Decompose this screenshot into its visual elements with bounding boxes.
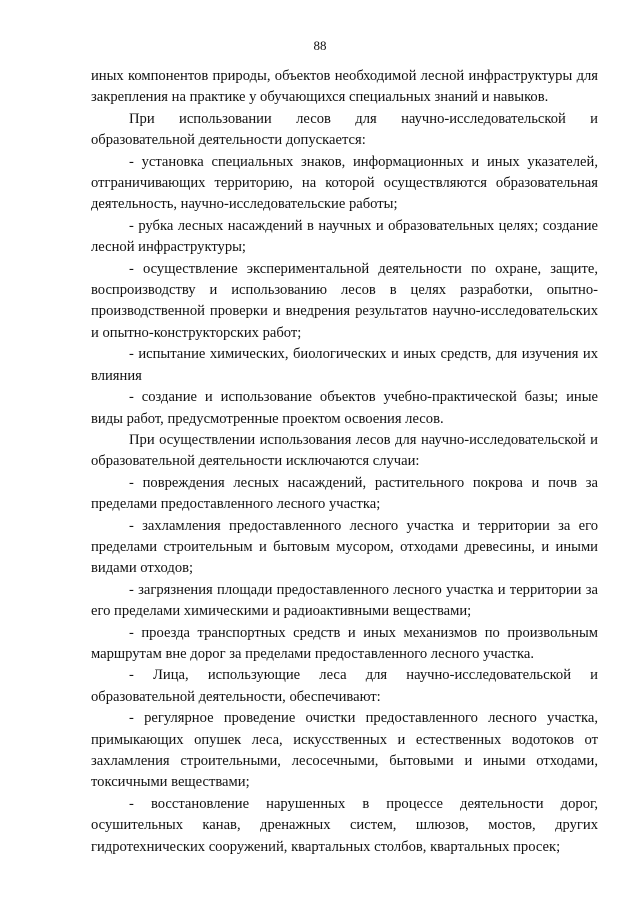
list-item-signs: - установка специальных знаков, информационных и иных указателей, отграничивающих территорию, на которой осуществляются образовательная деятельность, научно-исследовательские работы; xyxy=(91,153,598,213)
paragraph-obligations-intro: - Лица, использующие леса для научно-исследовательской и образовательной деятельности, обеспечивают: xyxy=(91,667,598,705)
list-item-testing: - испытание химических, биологических и иных средств, для изучения их влияния xyxy=(91,346,598,384)
list-item-vehicles: - проезда транспортных средств и иных механизмов по произвольным маршрутам вне дорог за пределами предоставленного лесного участка. xyxy=(91,624,598,662)
paragraph-allowed-intro: При использовании лесов для научно-исследовательской и образовательной деятельности допускается: xyxy=(91,110,598,149)
list-item-training-base: - создание и использование объектов учебно-практической базы; иные виды работ, предусмотренные проектом освоения лесов. xyxy=(91,389,598,427)
paragraph-excluded-intro: При осуществлении использования лесов для научно-исследовательской и образовательной деятельности исключаются случаи: xyxy=(91,431,598,470)
document-body xyxy=(91,66,598,858)
page-number: 88 xyxy=(313,38,327,53)
list-item-cleaning: - регулярное проведение очистки предоставленного лесного участка, примыкающих опушек леса, искусственных и естественных водотоков от захламления строительными, лесосечными, бытовыми и иными отходами, токсичными веществами; xyxy=(91,710,598,791)
list-item-littering: - захламления предоставленного лесного участка и территории за его пределами строительным и бытовым мусором, отходами древесины, и иными видами отходов; xyxy=(91,517,598,577)
list-item-damage: - повреждения лесных насаждений, растительного покрова и почв за пределами предоставленного лесного участка; xyxy=(91,474,598,513)
list-item-felling: - рубка лесных насаждений в научных и образовательных целях; создание лесной инфраструктуры; xyxy=(91,217,598,256)
list-item-experimental: - осуществление экспериментальной деятельности по охране, защите, воспроизводству и использованию лесов в целях разработки, опытно-производственной проверки и внедрения результатов научно-исследовательских и опытно-конструкторских работ; xyxy=(91,260,598,341)
paragraph-continuation: иных компонентов природы, объектов необходимой лесной инфраструктуры для закрепления на практике у обучающихся специальных знаний и навыков. xyxy=(91,68,598,106)
list-item-restoration: - восстановление нарушенных в процессе деятельности дорог, осушительных канав, дренажных систем, шлюзов, мостов, других гидротехнических сооружений, квартальных столбов, квартальных просек; xyxy=(91,795,598,855)
list-item-pollution: - загрязнения площади предоставленного лесного участка и территории за его пределами химическими и радиоактивными веществами; xyxy=(91,581,598,620)
